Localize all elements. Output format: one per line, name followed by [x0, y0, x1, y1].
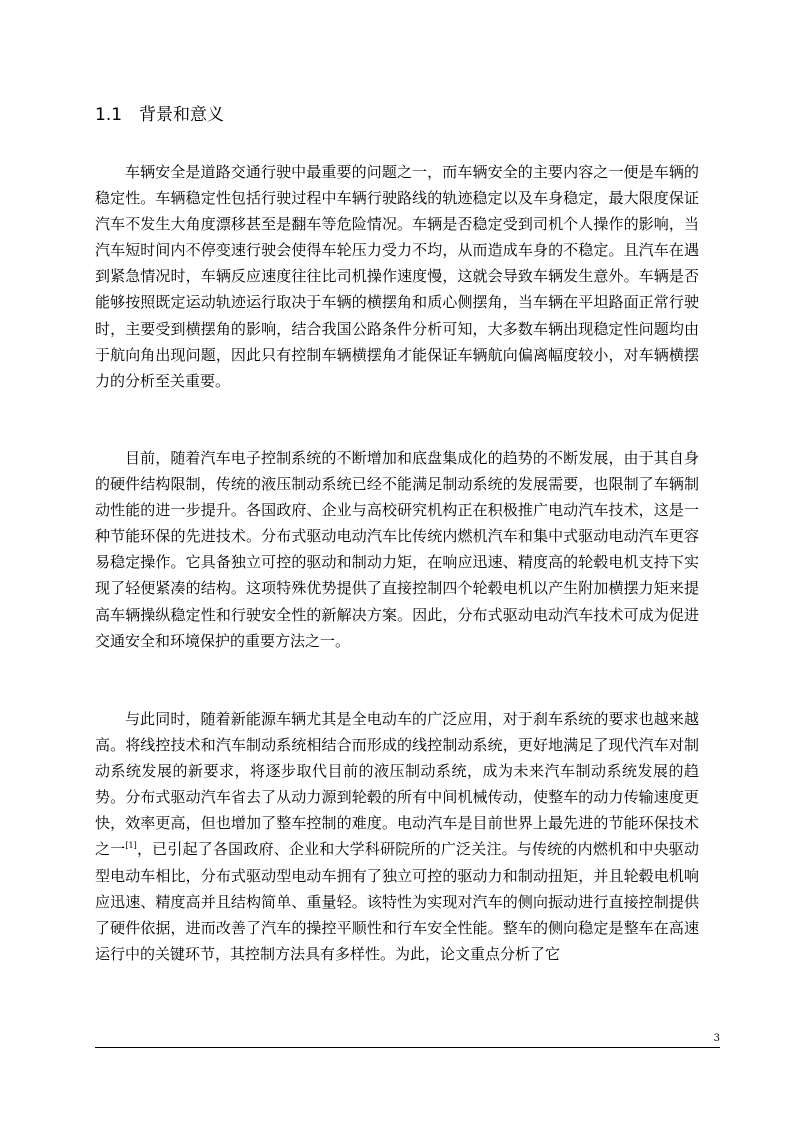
section-title: 背景和意义 — [139, 105, 224, 125]
footer-divider — [95, 1047, 720, 1048]
paragraph-3 — [95, 706, 699, 967]
paragraph-1: 车辆安全是道路交通行驶中最重要的问题之一，而车辆安全的主要内容之一便是车辆的稳定性。车辆稳定性包括行驶过程中车辆行驶路线的轨迹稳定以及车身稳定，最大限度保证汽车不发生大角度漂移甚至是翻车等危险情况。车辆是否稳定受到司机个人操作的影响，当汽车短时间内不停变速行驶会使得车轮压力受力不均，从而造成车身的不稳定。且汽车在遇到紧急情况时，车辆反应速度往往比司机操作速度慢，这就会导致车辆发生意外。车辆是否能够按照既定运动轨迹运行取决于车辆的横摆角和质心侧摆角，当车辆在平坦路面正常行驶时，主要受到横摆角的影响，结合我国公路条件分析可知，大多数车辆出现稳定性问题均由于航向角出现问题，因此只有控制车辆横摆角才能保证车辆航向偏离幅度较小，对车辆横摆力的分析至关重要。 — [95, 163, 699, 390]
citation-ref[interactable]: [1] — [125, 841, 137, 851]
paragraph-3-text-a: 与此同时，随着新能源车辆尤其是全电动车的广泛应用，对于刹车系统的要求也越来越高。将线控技术和汽车制动系统相结合而形成的线控制动系统，更好地满足了现代汽车对制动系统发展的新要求，将逐步取代目前的液压制动系统，成为未来汽车制动系统发展的趋势。分布式驱动汽车省去了从动力源到轮毂的所有中间机械传动，使整车的动力传输速度更快，效率更高，但也增加了整车控制的难度。电动汽车是目前世界上最先进的节能环保技术之一 — [95, 710, 699, 859]
section-number: 1.1 — [95, 105, 123, 125]
paragraph-3-text-b: ，已引起了各国政府、企业和大学科研院所的广泛关注。与传统的内燃机和中央驱动型电动车相比，分布式驱动型电动车拥有了独立可控的驱动力和制动扭矩，并且轮毂电机响应迅速、精度高并且结构简单、重量轻。该特性为实现对汽车的侧向振动进行直接控制提供了硬件依据，进而改善了汽车的操控平顺性和行车安全性能。整车的侧向稳定是整车在高速运行中的关键环节，其控制方法具有多样性。为此，论文重点分析了它 — [95, 840, 699, 963]
page-number: 3 — [713, 1033, 720, 1044]
section-heading — [95, 103, 224, 127]
paragraph-2: 目前，随着汽车电子控制系统的不断增加和底盘集成化的趋势的不断发展，由于其自身的硬件结构限制，传统的液压制动系统已经不能满足制动系统的发展需要，也限制了车辆制动性能的进一步提升。各国政府、企业与高校研究机构正在积极推广电动汽车技术，这是一种节能环保的先进技术。分布式驱动电动汽车比传统内燃机汽车和集中式驱动电动汽车更容易稳定操作。它具备独立可控的驱动和制动力矩，在响应迅速、精度高的轮毂电机支持下实现了轻便紧凑的结构。这项特殊优势提供了直接控制四个轮毂电机以产生附加横摆力矩来提高车辆操纵稳定性和行驶安全性的新解决方案。因此，分布式驱动电动汽车技术可成为促进交通安全和环境保护的重要方法之一。 — [95, 449, 699, 650]
